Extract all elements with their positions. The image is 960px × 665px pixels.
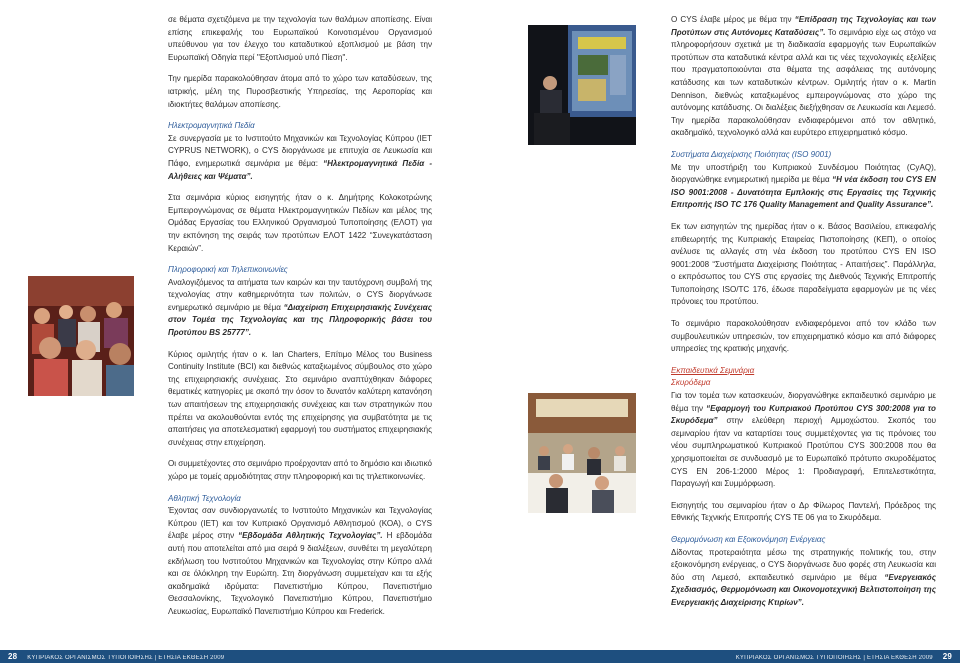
quality-paragraph-2: Εκ των εισηγητών της ημερίδας ήταν ο κ. Βάσος Βασιλείου, επικεφαλής επιθεωρητής της Κυπριακής Εταιρείας Πιστοποίησης (ΚΕΠ), ο οποίος ανέλυσε τις αλλαγές στη νέα έκδοση του προτύπου CYS EN ISO 9001:2008 “Συστήματα Διαχείρισης Ποιότητας - Απαιτήσεις”. Παράλληλα, ο εκπρόσωπος του CYS στις εργασίες της Διεθνούς Τεχνικής Επιτροπής Τυποποίησης ISO/TC 176, έδωσε παραδείγματα εφαρμογών με τις νέες πρόνοιες του προτύπου.: [671, 221, 936, 307]
section-heading-it: Πληροφορική και Τηλεπικοινωνίες: [168, 265, 288, 275]
intro-paragraph: σε θέματα σχετιζόμενα με την τεχνολογία των θαλάμων αποπίεσης. Είναι επίσης επικεφαλής του Ευρωπαϊκού Κοινοτισμένου Οργανισμού υπεύθυνου για τον έλεγχο του καταδυτικού εξοπλισμού με βάση την Ευρωπαϊκή Οδηγία περί ''Εξοπλισμού υπό Πίεση''.: [168, 15, 432, 62]
thermal-paragraph-1: Δίδοντας προτεραιότητα μέσω της στρατηγικής πολιτικής του, στην εξοικονόμηση ενέργειας, ο CYS διοργάνωσε δυο φορές στη Λευκωσία και δύο στη Λεμεσό, εκπαιδευτικό σεμινάριο με θέμα “Ενεργειακός Σχεδιασμός, Θερμομόνωση και Οικονομοτεχνική Βελτιστοποίηση της Ενεργειακής Διαχείρισης Κτιρίων”.: [671, 547, 936, 607]
right-page: [480, 0, 960, 665]
section-heading-sport: Αθλητική Τεχνολογία: [168, 493, 241, 503]
footer-bar-right: [480, 650, 960, 663]
section-heading-quality: Συστήματα Διαχείρισης Ποιότητας (ISO 9001): [671, 149, 832, 159]
it-paragraph-1: Αναλογιζόμενος τα αιτήματα των καιρών και την ταυτόχρονη συμβολή της τεχνολογίας στην καθημερινότητα των πολιτών, ο CYS διοργάνωσε ενημερωτικό σεμινάριο με θέμα “Διαχείριση Επιχειρησιακής Συνέχειας στον Τομέα της Τεχνολογίας και της Πληροφορικής βάσει του Προτύπου BS 25777”.: [168, 277, 432, 338]
right-intro-paragraph: Ο CYS έλαβε μέρος με θέμα την “Επίδραση της Τεχνολογίας και των Προτύπων στις Αυτόνομες Καταδύσεις”. Το σεμινάριο είχε ως στόχο να πληροφορήσουν σχετικά με τη διαδικασία εφαρμογής των Ευρωπαϊκών προτύπων στα καταδυτικά κέντρα αλλά και τις νέες τεχνολογικές εξελίξεις που πραγματοποιούνται στα θέματα της ασφάλειας της αυτόνομης κατάδυσης και των καταδυτικών κέντρων. Ομιλητής ήταν ο κ. Martin Dennison, διεθνώς καταξιωμένος εμπειρογνώμονας στο χώρο της αυτόνομης κατάδυσης. Οι διαλέξεις διεξήχθησαν σε Λευκωσία και Λεμεσό. Την ημερίδα παρακολούθησαν ενδιαφερόμενοι από τον αθλητικό, ακαδημαϊκό, τεχνολογικό αλλά και ευρύτερο επιχειρηματικό κόσμο.: [671, 15, 936, 138]
quality-paragraph-1: Με την υποστήριξη του Κυπριακού Συνδέσμου Ποιότητας (CyAQ), διοργανώθηκε ενημερωτική ημερίδα με θέμα “Η νέα έκδοση του CYS EN ISO 9001:2008 - Δυνατότητα Εμπλοκής στις Εργασίες της Τεχνικής Επιτροπής ISO TC 176 Quality Management and Quality Assurance”.: [671, 162, 936, 210]
photo-seminar: [528, 393, 636, 513]
photo-speaker: [528, 25, 636, 145]
audience-paragraph: Την ημερίδα παρακολούθησαν άτομα από το χώρο των καταδύσεων, της ιατρικής, μέλη της Πυροσβεστικής Υπηρεσίας, της Αεροπορίας και ιδιοκτήτες θαλάμων αποπίεσης.: [168, 74, 432, 109]
footer-text-right: ΚΥΠΡΙΑΚΟΣ ΟΡΓΑΝΙΣΜΟΣ ΤΥΠΟΠΟΙΗΣΗΣ | ΕΤΗΣΙΑ ΕΚΘΕΣΗ 2009: [735, 655, 933, 661]
section-heading-seminars: Εκπαιδευτικά Σεμινάρια: [671, 365, 755, 375]
seminar-paragraph-2: Εισηγητής του σεμιναρίου ήταν ο Δρ Φίλωρος Παντελή, Πρόεδρος της Εθνικής Τεχνικής Επιτροπής CYS TE 06 για το Σκυρόδεμα.: [671, 500, 936, 523]
it-paragraph-3: Οι συμμετέχοντες στο σεμινάριο προέρχονταν από το δημόσιο και ιδιωτικό χώρο με τομείς αρμοδιότητας στην πληροφορική και τις τηλεπικοινωνίες.: [168, 459, 432, 481]
section-heading-thermal: Θερμομόνωση και Εξοικονόμηση Ενέργειας: [671, 534, 826, 544]
subheading-concrete: Σκυρόδεμα: [671, 378, 711, 388]
quality-paragraph-3: Το σεμινάριο παρακολούθησαν ενδιαφερόμενοι από τον κλάδο των συμβουλευτικών υπηρεσιών, τον επιχειρηματικό κόσμο και από διάφορες υπηρεσίες της κρατικής μηχανής.: [671, 319, 936, 354]
footer-text-left: ΚΥΠΡΙΑΚΟΣ ΟΡΓΑΝΙΣΜΟΣ ΤΥΠΟΠΟΙΗΣΗΣ | ΕΤΗΣΙΑ ΕΚΘΕΣΗ 2009: [27, 655, 225, 661]
left-text-column: [168, 14, 432, 619]
page-number-right: 29: [942, 652, 952, 661]
sport-paragraph-1: Έχοντας σαν συνδιοργανωτές το Ινστιτούτο Μηχανικών και Τεχνολογίας Κύπρου (IET) και τον Κυπριακό Οργανισμό Αθλητισμού (ΚΟΑ), ο CYS έλαβε μέρος στην “Εβδομάδα Αθλητικής Τεχνολογίας”. Η εβδομάδα αυτή που αποτελείται από μια σειρά 9 διαλέξεων, συνθέτει τη μεγαλύτερη εκδήλωση του Ινστιτούτου Μηχανικών και Τεχνολογίας στην Κύπρο αλλά και σε όλόκληρη την Ευρώπη. Στη διοργάνωση συμμετείχαν και τα εξής ακαδημαϊκά ιδρύματα: Πανεπιστήμιο Κύπρου, Πανεπιστήμιο Θεσσαλονίκης, Τεχνολογικό Πανεπιστήμιο Κύπρου, Πανεπιστήμιο Λευκωσίας, Ευρωπαϊκό Πανεπιστήμιο Κύπρου και Frederick.: [168, 506, 432, 616]
right-text-column: [671, 14, 936, 610]
em-paragraph-1: Σε συνεργασία με το Ινστιτούτο Μηχανικών και Τεχνολογίας Κύπρου (IET CYPRUS NETWORK), ο CYS διοργάνωσε με επιτυχία σε Λευκωσία και Πάφο, ενημερωτικά σεμινάρια με θέμα: “Ηλεκτρομαγνητικά Πεδία - Αλήθειες και Ψέματα”.: [168, 133, 432, 181]
section-heading-em-fields: Ηλεκτρομαγνητικά Πεδία: [168, 121, 255, 131]
photo-audience: [28, 276, 134, 396]
seminar-paragraph-1: Για τον τομέα των κατασκευών, διοργανώθηκε εκπαιδευτικό σεμινάριο με θέμα την “Εφαρμογή του Κυπριακού Προτύπου CYS 300:2008 για το Σκυρόδεμα” στην ελεύθερη περιοχή Αμμοχώστου. Σκοπός του σεμιναρίου ήταν να καταρτίσει τους συμμετέχοντες για τις πρόνοιες του νέου συμπληρωματικού Κυπριακού Προτύπου CYS 300:2008 που θα χρησιμοποιείται σε συνδυασμό με το Ευρωπαϊκό πρότυπο σκυροδέματος CYS EN 206-1:2000 Μέρος 1: Προδιαγραφή, Επιτελεστικότητα, Παραγωγή και Συμμόρφωση.: [671, 391, 936, 489]
em-paragraph-2: Στα σεμινάρια κύριος εισηγητής ήταν ο κ. Δημήτρης Κολοκοτρώνης Εμπειρογνώμονας σε θέματα Ηλεκτρομαγνητικών Πεδίων και μέλος της Ομάδας Εργασίας του Ελληνικού Οργανισμού Τυποποίησης (ΕΛΟΤ) για την εκπόνηση της σειράς των προτύπων ΕΛΟΤ 1422 “Συνεγκατάσταση Κεραιών”.: [168, 193, 432, 253]
page-number-left: 28: [8, 652, 18, 661]
footer-bar-left: [0, 650, 480, 663]
it-paragraph-2: Κύριος ομιλητής ήταν ο κ. Ian Charters, Επίτιμο Μέλος του Business Continuity Institute (BCI) και διεθνώς καταξιωμένος σύμβουλος στο χώρο της επιχειρησιακής συνέχειας. Στο σεμινάριο αναπτύχθηκαν διάφορες θεματικές κατηγορίες με σκοπό την όσον το δυνατόν καλύτερη κατανόηση των απαιτήσεων της επιχειρησιακής συνέχειας και των στρατηγικών που πρέπει να ακολουθούνται εντός της επιχείρησης για συμβατότητα με τις απαιτήσεις για αποτελεσματική εφαρμογή του συστήματος επιχειρησιακής συνέχειας στην επιχείρηση.: [168, 349, 432, 447]
